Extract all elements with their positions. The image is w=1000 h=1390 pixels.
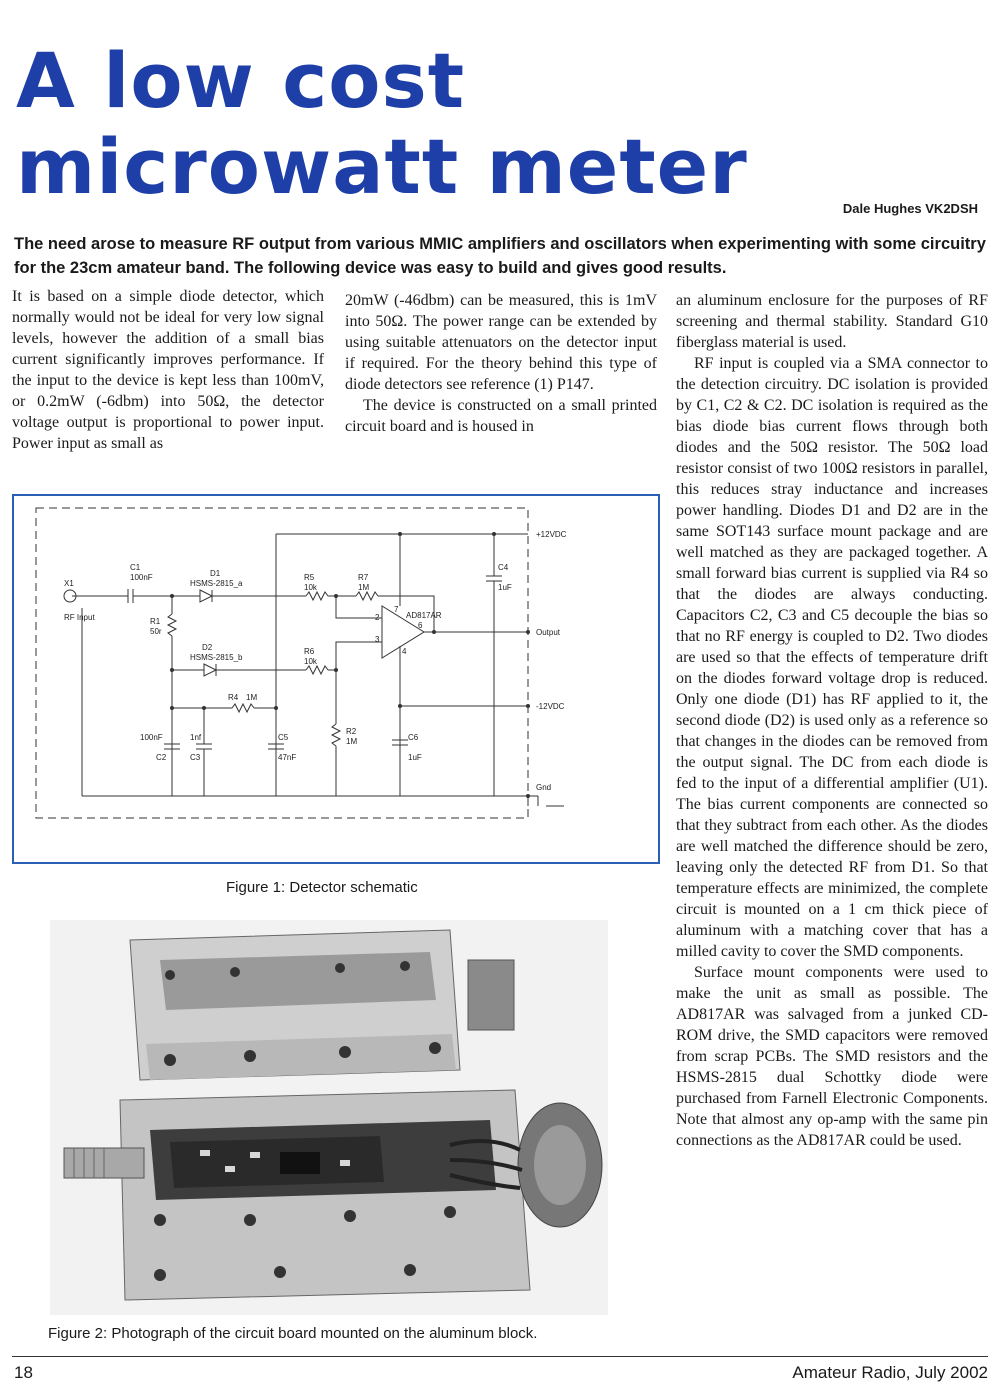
title-line-2: microwatt meter [16, 122, 748, 211]
label-c3: C3 [190, 753, 201, 762]
label-c4: C4 [498, 563, 509, 572]
label-r6-value: 10k [304, 657, 317, 666]
footer-rule [12, 1356, 988, 1357]
col3-paragraph-1: an aluminum enclosure for the purposes of RF screening and thermal stability. Standard G10 fiberglass material is used. [676, 292, 988, 351]
label-vneg: -12VDC [536, 702, 565, 711]
column-3 [676, 290, 988, 1151]
label-r1: R1 [150, 617, 161, 626]
label-c2-value: 100nF [140, 733, 163, 742]
col1-paragraph: It is based on a simple diode detector, which normally would not be ideal for very low signal levels, however the addition of a small bias current significantly improves performance. If the input to the device is kept less than 100mV, or 0.2mW (-6dbm) into 50Ω, the detector voltage output is proportional to power input. Power input as small as [12, 288, 324, 452]
label-r2: R2 [346, 727, 357, 736]
label-pin3: 3 [375, 635, 380, 644]
label-c1-value: 100nF [130, 573, 153, 582]
label-pin7: 7 [394, 605, 399, 614]
label-pin6: 6 [418, 621, 423, 630]
label-gnd: Gnd [536, 783, 552, 792]
label-d2-part: HSMS-2815_b [190, 653, 243, 662]
label-d1-part: HSMS-2815_a [190, 579, 243, 588]
label-d1: D1 [210, 569, 221, 578]
page-number: 18 [14, 1363, 33, 1382]
label-r6: R6 [304, 647, 315, 656]
column-1 [12, 286, 324, 454]
magazine-issue: Amateur Radio, July 2002 [792, 1363, 988, 1382]
label-c2: C2 [156, 753, 167, 762]
label-c6-value: 1uF [408, 753, 422, 762]
label-r4-value: 1M [246, 693, 258, 702]
col3-paragraph-2: RF input is coupled via a SMA connector to the detection circuitry. DC isolation is provided by C1, C2 & C2. DC isolation is required as the bias diode bias current flows through both diodes and the 50Ω resistor. The 50Ω load resistor consist of two 100Ω resistors in parallel, this reduces stray inductance and increases power handling. Diodes D1 and D2 are in the same SOT143 surface mount package and are well matched as they are packaged together. A small forward bias current is supplied via R4 so that the diodes are always conducting. Capacitors C2, C3 and C5 decouple the bias so that no RF energy is coupled to D2. Two diodes are used so that the effects of temperature drift on the diodes forward voltage drop is reduced. Only one diode (D1) has RF applied to it, the second diode (D2) is used only as a reference so that changes in the diodes can be removed from the output signal. The DC from each diode is fed to the input of a differential amplifier (U1). The bias current components are connected so that they subtract from each other. As the diodes are well matched the difference should be zero, leaving only the detected RF from D1. So that temperature effects are minimized, the complete circuit is mounted on a 1 cm thick piece of aluminum with a matching cover that has a milled cavity to cover the SMD components. [676, 355, 988, 960]
col2-paragraph-1: 20mW (-46dbm) can be measured, this is 1mV into 50Ω. The power range can be extended by using suitable attenuators on the detector input if required. For the theory behind this type of diode detectors see reference (1) P147. [345, 292, 657, 393]
label-u1: AD817AR [406, 611, 442, 620]
title-line-1: A low cost [16, 36, 466, 125]
label-x1: X1 [64, 579, 74, 588]
schematic-drawing [14, 496, 658, 862]
figure-2-caption: Figure 2: Photograph of the circuit board mounted on the aluminum block. [48, 1325, 538, 1342]
label-c1: C1 [130, 563, 141, 572]
label-c4-value: 1uF [498, 583, 512, 592]
label-r5-value: 10k [304, 583, 317, 592]
col3-paragraph-3: Surface mount components were used to make the unit as small as possible. The AD817AR was salvaged from a junked CD-ROM drive, the SMD capacitors were removed from scrap PCBs. The SMD resistors and the HSMS-2815 dual Schottky diode were purchased from Farnell Electronic Components. Note that almost any op-amp with the same pin connections as the AD817AR could be used. [676, 964, 988, 1149]
label-c5: C5 [278, 733, 289, 742]
figure-1-caption: Figure 1: Detector schematic [226, 879, 418, 896]
label-r5: R5 [304, 573, 315, 582]
figure-2-photo [50, 920, 608, 1315]
label-r1-value: 50r [150, 627, 162, 636]
label-rf-input: RF Input [64, 613, 95, 622]
author-byline: Dale Hughes VK2DSH [842, 201, 978, 216]
label-r7-value: 1M [358, 583, 370, 592]
label-d2: D2 [202, 643, 213, 652]
label-vpos: +12VDC [536, 530, 567, 539]
label-r4: R4 [228, 693, 239, 702]
article-title [16, 38, 748, 210]
label-c6: C6 [408, 733, 419, 742]
intro-paragraph: The need arose to measure RF output from various MMIC amplifiers and oscillators when experimenting with some circuitry for the 23cm amateur band. The following device was easy to build and gives good results. [14, 235, 986, 277]
label-pin2: 2 [375, 613, 380, 622]
label-output: Output [536, 628, 561, 637]
figure-1-schematic [12, 494, 660, 864]
column-2 [345, 290, 657, 437]
label-c3-value: 1nf [190, 733, 202, 742]
label-pin4: 4 [402, 647, 407, 656]
label-r7: R7 [358, 573, 369, 582]
label-c5-value: 47nF [278, 753, 297, 762]
label-r2-value: 1M [346, 737, 358, 746]
col2-paragraph-2: The device is constructed on a small printed circuit board and is housed in [345, 397, 657, 435]
